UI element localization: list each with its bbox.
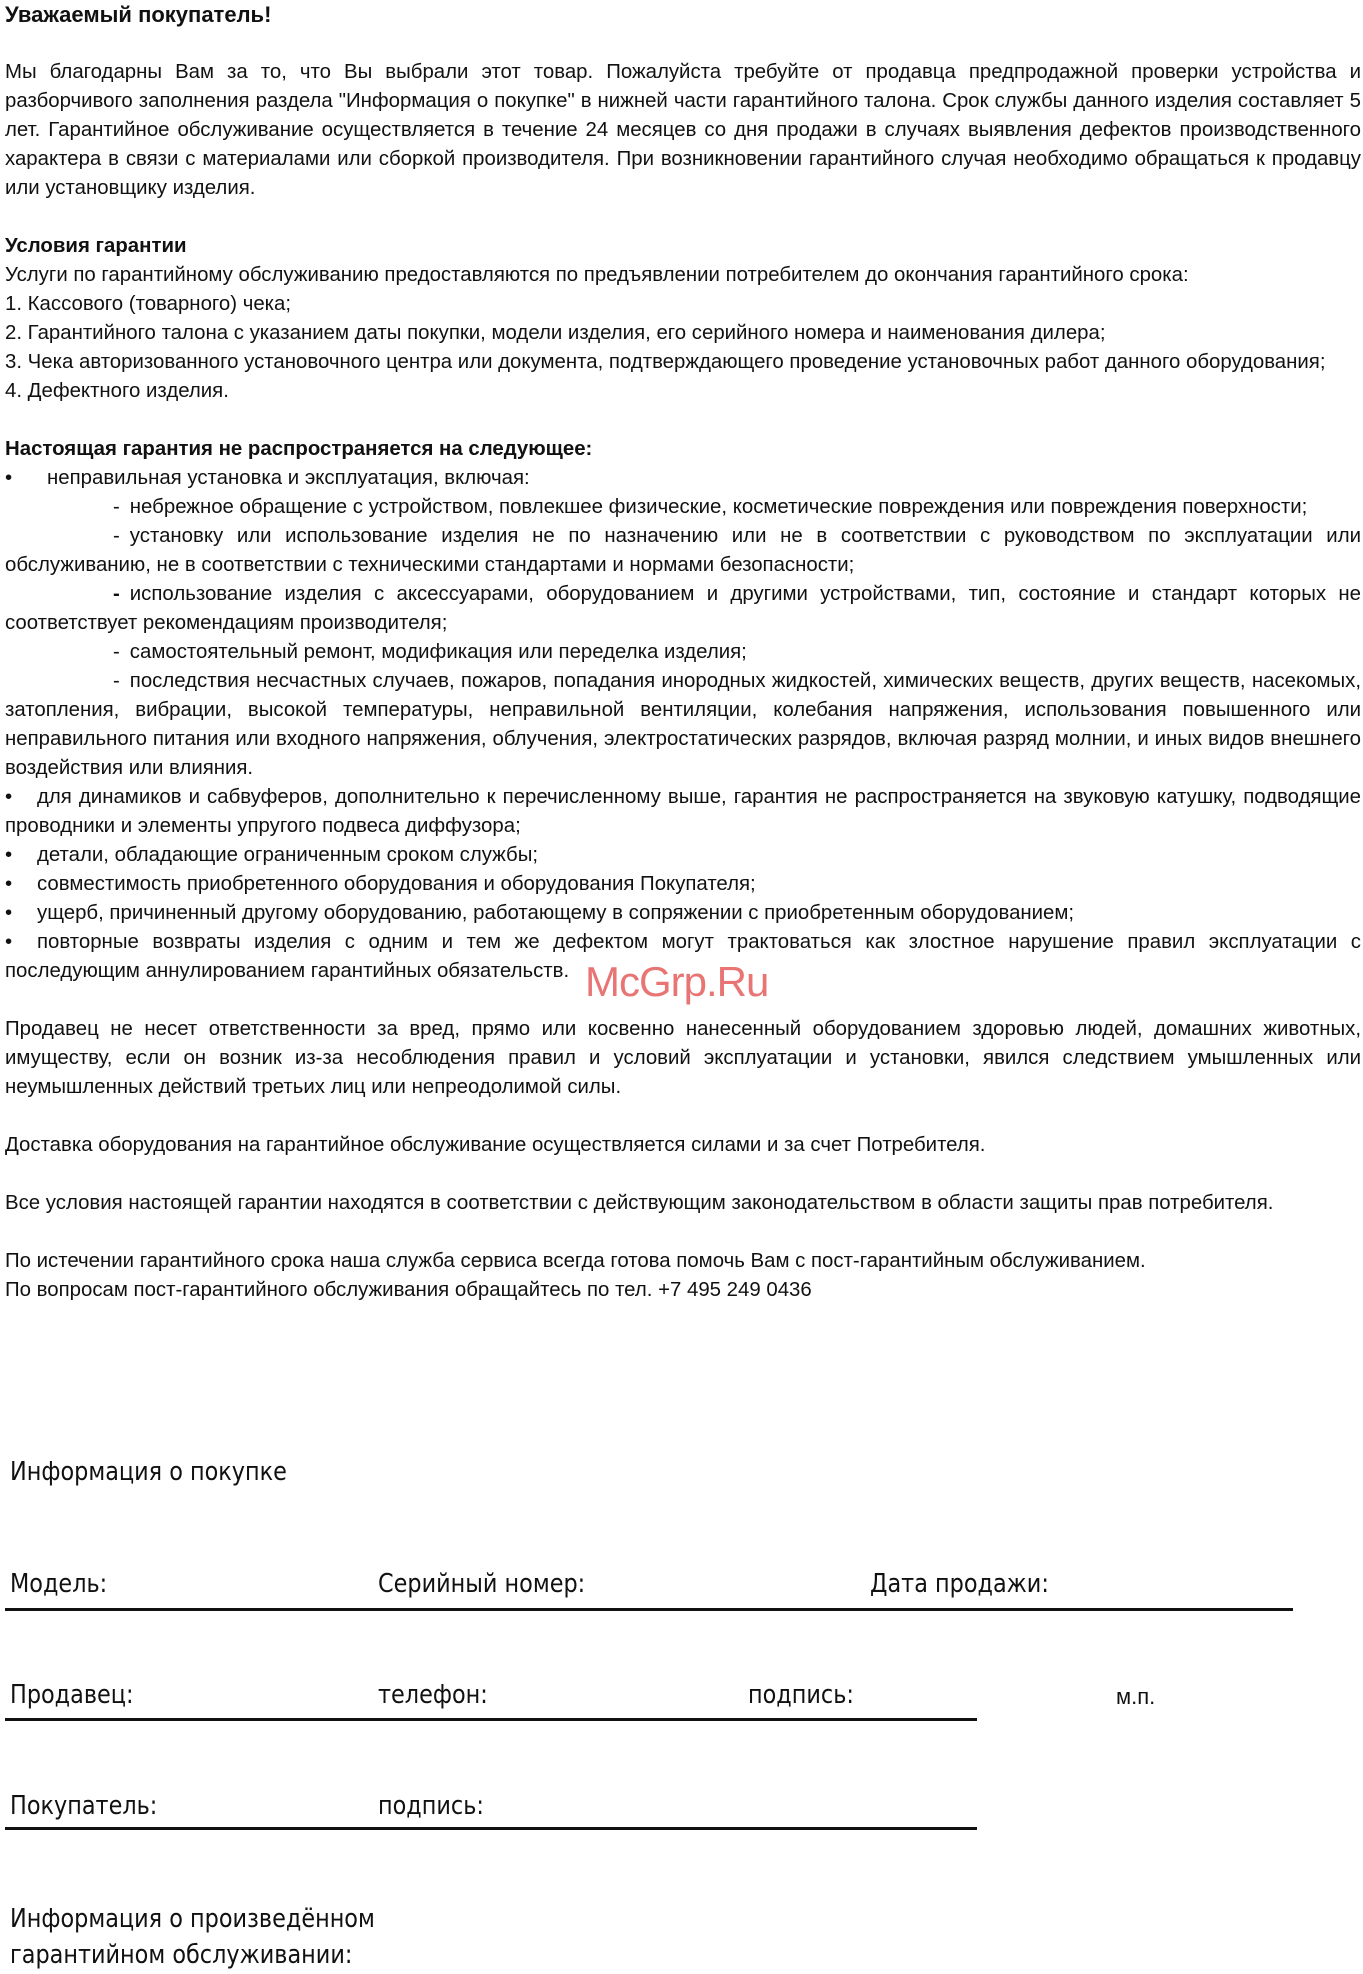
bullet-marker: • (5, 931, 13, 953)
exclusion-sub-text: небрежное обращение с устройством, повлекшее физические, косметические повреждения или повреждения поверхности; (129, 496, 1308, 518)
liability-paragraph: Продавец не несет ответственности за вред, прямо или косвенно нанесенный оборудованием здоровью людей, домашних животных, имуществу, если он возник из-за несоблюдения правил и условий эксплуатации и установки, явился следствием умышленных или неумышленных действий третьих лиц или непреодолимой силы. (5, 1018, 1361, 1098)
dash-marker: - (113, 496, 120, 518)
bullet-marker: • (5, 786, 13, 808)
model-label: Модель: (10, 1569, 108, 1599)
service-line: По истечении гарантийного срока наша служба сервиса всегда готова помочь Вам с пост-гарантийным обслуживанием. (5, 1250, 1146, 1272)
exclusions-heading: Настоящая гарантия не распространяется на следующее: (5, 438, 593, 460)
sale-date-label: Дата продажи: (870, 1569, 1049, 1599)
bullet-marker: • (5, 467, 13, 489)
exclusion-text: ущерб, причиненный другому оборудованию, работающему в сопряжении с приобретенным оборудованием; (37, 902, 1075, 924)
exclusion-bullet (5, 783, 1361, 841)
buyer-label: Покупатель: (10, 1791, 158, 1821)
exclusion-sub-item (5, 493, 1361, 522)
dash-marker: - (113, 583, 120, 605)
seller-signature-label: подпись: (748, 1680, 854, 1710)
exclusion-sub-text: установку или использование изделия не по назначению или не в соответствии с руководством по эксплуатации или обслуживанию, не в соответствии с техническими стандартами и нормами безопасности; (5, 525, 1361, 576)
exclusion-text: совместимость приобретенного оборудования и оборудования Покупателя; (37, 873, 756, 895)
exclusion-sub-item (5, 522, 1361, 580)
conditions-item: 3. Чека авторизованного установочного центра или документа, подтверждающего проведение установочных работ данного оборудования; (5, 351, 1326, 373)
bullet-marker: • (5, 902, 13, 924)
exclusion-sub-text: последствия несчастных случаев, пожаров, попадания инородных жидкостей, химических веществ, других веществ, насекомых, затопления, вибрации, высокой температуры, неправильной вентиляции, колебания напряжения, использования повышенного или неправильного питания или входного напряжения, облучения, электростатических разрядов, включая разряд молнии, и иных видов внешнего воздействия или влияния. (5, 670, 1361, 779)
exclusion-sub-text: использование изделия с аксессуарами, оборудованием и другими устройствами, тип, состояние и стандарт которых не соответствует рекомендациям производителя; (5, 583, 1361, 634)
conditions-item: 4. Дефектного изделия. (5, 380, 229, 402)
law-paragraph: Все условия настоящей гарантии находятся в соответствии с действующим законодательством в области защиты прав потребителя. (5, 1192, 1274, 1214)
exclusion-text: неправильная установка и эксплуатация, включая: (47, 467, 530, 489)
conditions-item: 1. Кассового (товарного) чека; (5, 293, 292, 315)
conditions-item: 2. Гарантийного талона с указанием даты покупки, модели изделия, его серийного номера и наименования дилера; (5, 322, 1106, 344)
bullet-marker: • (5, 873, 13, 895)
exclusion-text: для динамиков и сабвуферов, дополнительно к перечисленному выше, гарантия не распространяется на звуковую катушку, подводящие проводники и элементы упругого подвеса диффузора; (5, 786, 1361, 837)
exclusion-bullet (5, 899, 1361, 928)
service-info-heading-line1: Информация о произведённом (10, 1904, 375, 1934)
document-title: Уважаемый покупатель! (5, 2, 272, 27)
watermark: McGrp.Ru (585, 958, 769, 1005)
delivery-paragraph: Доставка оборудования на гарантийное обслуживание осуществляется силами и за счет Потребителя. (5, 1134, 986, 1156)
conditions-heading: Условия гарантии (5, 235, 187, 257)
exclusion-bullet (5, 464, 1361, 493)
exclusion-bullet (5, 870, 1361, 899)
exclusion-sub-item (5, 580, 1361, 638)
exclusion-bullet (5, 841, 1361, 870)
seller-row-line (5, 1718, 977, 1721)
buyer-signature-label: подпись: (378, 1791, 484, 1821)
model-row-line (5, 1608, 1293, 1611)
dash-marker: - (113, 525, 120, 547)
dash-marker: - (113, 670, 120, 692)
purchase-info-heading: Информация о покупке (10, 1457, 287, 1487)
bullet-marker: • (5, 844, 13, 866)
dash-marker: - (113, 641, 120, 663)
stamp-label: м.п. (1116, 1684, 1156, 1709)
warranty-document (5, 0, 1361, 1305)
exclusion-sub-item (5, 638, 1361, 667)
phone-label: телефон: (378, 1680, 488, 1710)
exclusion-sub-item (5, 667, 1361, 783)
buyer-row-line (5, 1827, 977, 1830)
exclusion-bullet (5, 928, 1361, 986)
conditions-lead: Услуги по гарантийному обслуживанию предоставляются по предъявлении потребителем до окончания гарантийного срока: (5, 264, 1189, 286)
serial-number-label: Серийный номер: (378, 1569, 586, 1599)
service-info-heading-line2: гарантийном обслуживании: (10, 1940, 353, 1970)
seller-label: Продавец: (10, 1680, 134, 1710)
exclusion-sub-text: самостоятельный ремонт, модификация или переделка изделия; (129, 641, 747, 663)
intro-paragraph: Мы благодарны Вам за то, что Вы выбрали этот товар. Пожалуйста требуйте от продавца предпродажной проверки устройства и разборчивого заполнения раздела "Информация о покупке" в нижней части гарантийного талона. Срок службы данного изделия составляет 5 лет. Гарантийное обслуживание осуществляется в течение 24 месяцев со дня продажи в случаях выявления дефектов производственного характера в связи с материалами или сборкой производителя. При возникновении гарантийного случая необходимо обращаться к продавцу или установщику изделия. (5, 61, 1361, 199)
service-phone-line: По вопросам пост-гарантийного обслуживания обращайтесь по тел. +7 495 249 0436 (5, 1279, 812, 1301)
exclusion-text: повторные возвраты изделия с одним и тем же дефектом могут трактоваться как злостное нарушение правил эксплуатации с последующим аннулированием гарантийных обязательств. (5, 931, 1361, 982)
exclusion-text: детали, обладающие ограниченным сроком службы; (37, 844, 539, 866)
